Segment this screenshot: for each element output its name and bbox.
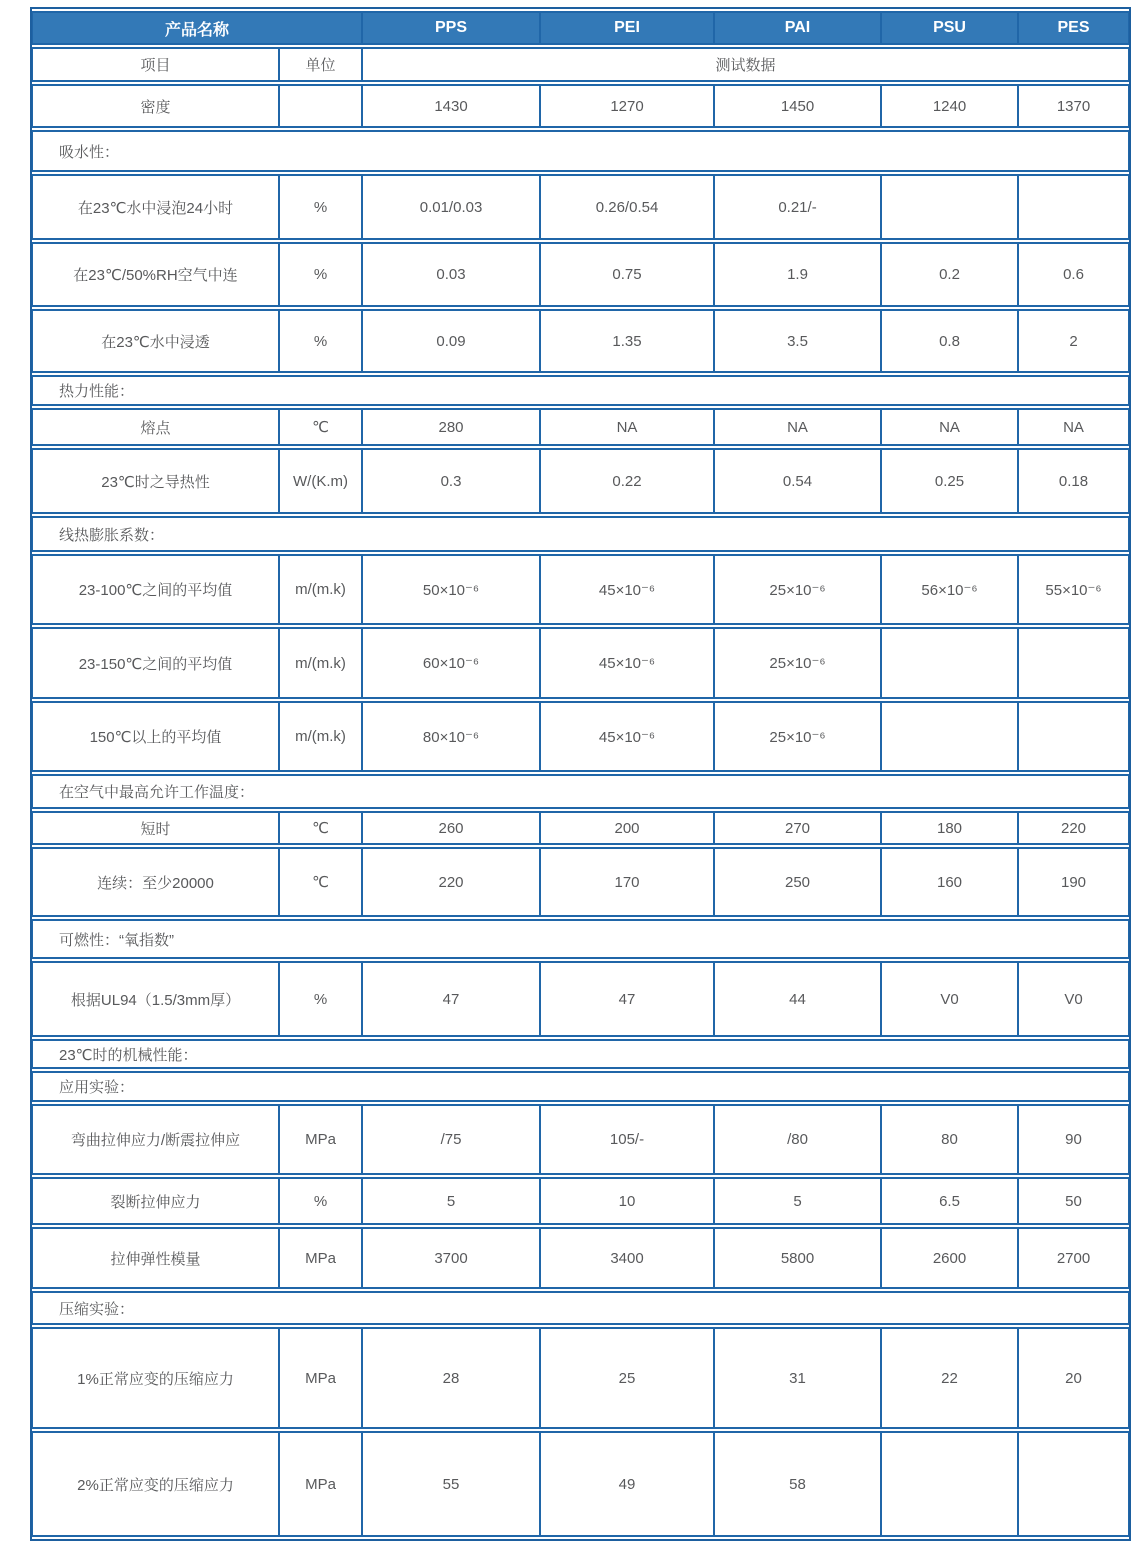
value-cell: 1270 xyxy=(540,84,714,128)
value-cell: 160 xyxy=(881,847,1018,917)
value-cell: 0.22 xyxy=(540,448,714,514)
row-label-cell: 密度 xyxy=(32,84,279,128)
row-label-cell: 23-100℃之间的平均值 xyxy=(32,554,279,625)
section-row xyxy=(32,919,1129,959)
section-row xyxy=(32,516,1129,552)
table-row xyxy=(32,174,1129,240)
value-cell: 49 xyxy=(540,1431,714,1537)
value-cell xyxy=(881,701,1018,772)
value-cell: NA xyxy=(540,408,714,446)
value-cell: 170 xyxy=(540,847,714,917)
section-row xyxy=(32,1071,1129,1102)
value-cell: V0 xyxy=(1018,961,1129,1037)
value-cell: 0.6 xyxy=(1018,242,1129,307)
column-header-pes: PES xyxy=(1018,11,1129,45)
value-cell xyxy=(881,627,1018,699)
value-cell: 2700 xyxy=(1018,1227,1129,1289)
section-header-cell: 在空气中最高允许工作温度： xyxy=(32,774,1129,809)
value-cell: 250 xyxy=(714,847,881,917)
value-cell: /75 xyxy=(362,1104,540,1175)
value-cell: 60×10⁻⁶ xyxy=(362,627,540,699)
value-cell: 5 xyxy=(362,1177,540,1225)
table-row xyxy=(32,1177,1129,1225)
value-cell: NA xyxy=(714,408,881,446)
value-cell: 80 xyxy=(881,1104,1018,1175)
header-row xyxy=(32,11,1129,45)
row-label-cell: 2%正常应变的压缩应力 xyxy=(32,1431,279,1537)
section-row xyxy=(32,375,1129,406)
value-cell: 270 xyxy=(714,811,881,845)
value-cell: 1.9 xyxy=(714,242,881,307)
row-unit-cell: m/(m.k) xyxy=(279,701,362,772)
row-label-cell: 弯曲拉伸应力/断震拉伸应 xyxy=(32,1104,279,1175)
section-row xyxy=(32,774,1129,809)
value-cell: V0 xyxy=(881,961,1018,1037)
value-cell xyxy=(881,174,1018,240)
value-cell: 50 xyxy=(1018,1177,1129,1225)
section-header-cell: 热力性能： xyxy=(32,375,1129,406)
value-cell: 0.03 xyxy=(362,242,540,307)
table-row xyxy=(32,1227,1129,1289)
value-cell xyxy=(1018,627,1129,699)
table-row xyxy=(32,961,1129,1037)
table-row xyxy=(32,408,1129,446)
section-header-cell: 应用实验： xyxy=(32,1071,1129,1102)
value-cell xyxy=(1018,701,1129,772)
value-cell: 1450 xyxy=(714,84,881,128)
value-cell: 25×10⁻⁶ xyxy=(714,554,881,625)
table-row xyxy=(32,811,1129,845)
value-cell: 0.8 xyxy=(881,309,1018,373)
section-header-cell: 吸水性： xyxy=(32,130,1129,172)
value-cell: NA xyxy=(1018,408,1129,446)
row-label-cell: 连续：至少20000 xyxy=(32,847,279,917)
value-cell: 2 xyxy=(1018,309,1129,373)
column-header-psu: PSU xyxy=(881,11,1018,45)
value-cell xyxy=(881,1431,1018,1537)
table-row xyxy=(32,701,1129,772)
section-header-cell: 线热膨胀系数： xyxy=(32,516,1129,552)
row-label-cell: 拉伸弹性模量 xyxy=(32,1227,279,1289)
value-cell xyxy=(1018,174,1129,240)
section-row xyxy=(32,1039,1129,1069)
test-data-subheader: 测试数据 xyxy=(362,47,1129,82)
row-label-cell: 在23℃水中浸透 xyxy=(32,309,279,373)
value-cell: 0.3 xyxy=(362,448,540,514)
value-cell: /80 xyxy=(714,1104,881,1175)
row-label-cell: 根据UL94（1.5/3mm厚） xyxy=(32,961,279,1037)
section-header-cell: 可燃性：“氧指数” xyxy=(32,919,1129,959)
value-cell: 20 xyxy=(1018,1327,1129,1429)
subheader-row xyxy=(32,47,1129,82)
table-row xyxy=(32,847,1129,917)
section-row xyxy=(32,1291,1129,1325)
table-row xyxy=(32,1431,1129,1537)
table-row xyxy=(32,627,1129,699)
row-unit-cell xyxy=(279,84,362,128)
row-unit-cell: MPa xyxy=(279,1104,362,1175)
value-cell: 3700 xyxy=(362,1227,540,1289)
table-row xyxy=(32,242,1129,307)
value-cell: 50×10⁻⁶ xyxy=(362,554,540,625)
row-unit-cell: % xyxy=(279,961,362,1037)
section-header-cell: 压缩实验： xyxy=(32,1291,1129,1325)
value-cell: 0.26/0.54 xyxy=(540,174,714,240)
value-cell: 25×10⁻⁶ xyxy=(714,627,881,699)
value-cell: 45×10⁻⁶ xyxy=(540,701,714,772)
row-unit-cell: MPa xyxy=(279,1227,362,1289)
row-label-cell: 短时 xyxy=(32,811,279,845)
value-cell: 90 xyxy=(1018,1104,1129,1175)
value-cell: 3.5 xyxy=(714,309,881,373)
unit-subheader: 单位 xyxy=(279,47,362,82)
row-label-cell: 裂断拉伸应力 xyxy=(32,1177,279,1225)
material-spec-table xyxy=(30,7,1131,1541)
row-unit-cell: ℃ xyxy=(279,408,362,446)
row-label-cell: 23-150℃之间的平均值 xyxy=(32,627,279,699)
value-cell: 44 xyxy=(714,961,881,1037)
value-cell: 0.01/0.03 xyxy=(362,174,540,240)
value-cell: 25×10⁻⁶ xyxy=(714,701,881,772)
value-cell: 58 xyxy=(714,1431,881,1537)
value-cell: 55×10⁻⁶ xyxy=(1018,554,1129,625)
value-cell xyxy=(1018,1431,1129,1537)
value-cell: 0.09 xyxy=(362,309,540,373)
value-cell: 220 xyxy=(362,847,540,917)
value-cell: 180 xyxy=(881,811,1018,845)
value-cell: 10 xyxy=(540,1177,714,1225)
value-cell: 22 xyxy=(881,1327,1018,1429)
spec-table-body xyxy=(32,84,1129,1537)
table-row xyxy=(32,84,1129,128)
value-cell: 55 xyxy=(362,1431,540,1537)
value-cell: NA xyxy=(881,408,1018,446)
row-label-cell: 在23℃水中浸泡24小时 xyxy=(32,174,279,240)
value-cell: 45×10⁻⁶ xyxy=(540,554,714,625)
row-unit-cell: m/(m.k) xyxy=(279,554,362,625)
row-unit-cell: % xyxy=(279,174,362,240)
value-cell: 0.18 xyxy=(1018,448,1129,514)
row-unit-cell: m/(m.k) xyxy=(279,627,362,699)
table-row xyxy=(32,1327,1129,1429)
value-cell: 25 xyxy=(540,1327,714,1429)
row-unit-cell: % xyxy=(279,309,362,373)
value-cell: 260 xyxy=(362,811,540,845)
value-cell: 80×10⁻⁶ xyxy=(362,701,540,772)
value-cell: 0.25 xyxy=(881,448,1018,514)
value-cell: 0.75 xyxy=(540,242,714,307)
value-cell: 1430 xyxy=(362,84,540,128)
row-label-cell: 在23℃/50%RH空气中连 xyxy=(32,242,279,307)
value-cell: 47 xyxy=(362,961,540,1037)
table-row xyxy=(32,1104,1129,1175)
value-cell: 1370 xyxy=(1018,84,1129,128)
row-unit-cell: % xyxy=(279,242,362,307)
row-unit-cell: MPa xyxy=(279,1431,362,1537)
column-header-pai: PAI xyxy=(714,11,881,45)
value-cell: 200 xyxy=(540,811,714,845)
row-label-cell: 1%正常应变的压缩应力 xyxy=(32,1327,279,1429)
value-cell: 1240 xyxy=(881,84,1018,128)
value-cell: 47 xyxy=(540,961,714,1037)
value-cell: 3400 xyxy=(540,1227,714,1289)
value-cell: 0.21/- xyxy=(714,174,881,240)
value-cell: 45×10⁻⁶ xyxy=(540,627,714,699)
section-header-cell: 23℃时的机械性能： xyxy=(32,1039,1129,1069)
row-unit-cell: W/(K.m) xyxy=(279,448,362,514)
column-header-pps: PPS xyxy=(362,11,540,45)
value-cell: 2600 xyxy=(881,1227,1018,1289)
value-cell: 280 xyxy=(362,408,540,446)
section-row xyxy=(32,130,1129,172)
table-row xyxy=(32,448,1129,514)
row-label-cell: 150℃以上的平均值 xyxy=(32,701,279,772)
product-name-header: 产品名称 xyxy=(32,11,362,45)
value-cell: 1.35 xyxy=(540,309,714,373)
value-cell: 105/- xyxy=(540,1104,714,1175)
table-row xyxy=(32,554,1129,625)
row-label-cell: 23℃时之导热性 xyxy=(32,448,279,514)
value-cell: 56×10⁻⁶ xyxy=(881,554,1018,625)
row-unit-cell: ℃ xyxy=(279,847,362,917)
value-cell: 190 xyxy=(1018,847,1129,917)
value-cell: 5800 xyxy=(714,1227,881,1289)
value-cell: 220 xyxy=(1018,811,1129,845)
row-unit-cell: % xyxy=(279,1177,362,1225)
value-cell: 31 xyxy=(714,1327,881,1429)
value-cell: 5 xyxy=(714,1177,881,1225)
row-label-cell: 熔点 xyxy=(32,408,279,446)
value-cell: 28 xyxy=(362,1327,540,1429)
row-unit-cell: ℃ xyxy=(279,811,362,845)
value-cell: 6.5 xyxy=(881,1177,1018,1225)
value-cell: 0.54 xyxy=(714,448,881,514)
row-unit-cell: MPa xyxy=(279,1327,362,1429)
table-row xyxy=(32,309,1129,373)
column-header-pei: PEI xyxy=(540,11,714,45)
item-subheader: 项目 xyxy=(32,47,279,82)
value-cell: 0.2 xyxy=(881,242,1018,307)
